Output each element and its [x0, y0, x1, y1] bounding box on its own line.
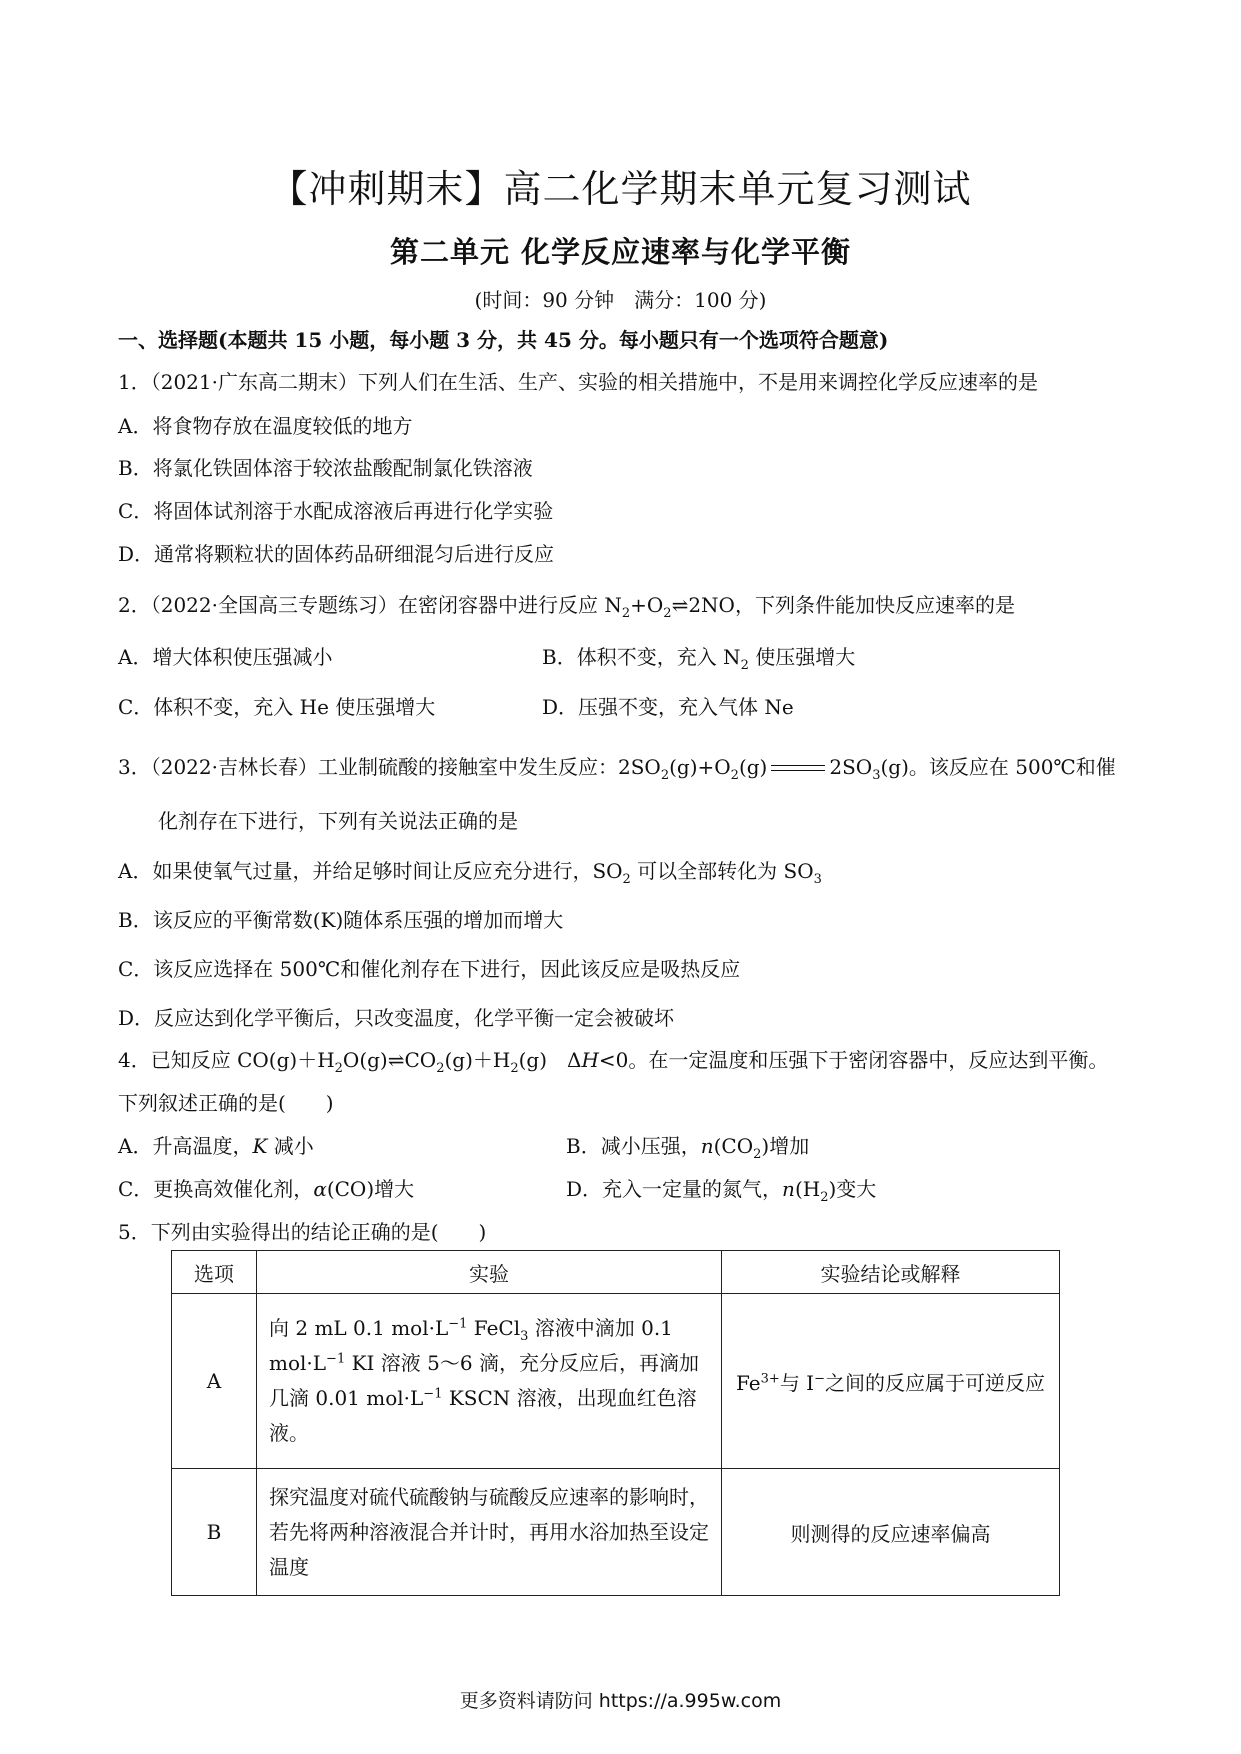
- table-header-row: [172, 1251, 1060, 1294]
- q3-stem-continued: 化剂存在下进行，下列有关说法正确的是: [158, 809, 518, 833]
- row-a-experiment: 向 2 mL 0.1 $mol\cdot L^{-1}$ FeCl$_3$ 溶液中滴加 0.1 $mol\cdot L^{-1}$ KI 溶液 5～6 滴，充分反应后，再滴加几滴 0.01 $mol\cdot L^{-1}$ KSCN 溶液，出现血红色溶液。: [257, 1294, 722, 1469]
- table-row: [172, 1469, 1060, 1596]
- q3-option-d: D．反应达到化学平衡后，只改变温度，化学平衡一定会被破坏: [118, 1006, 675, 1030]
- q4-stem-continued: 下列叙述正确的是( ): [118, 1091, 334, 1115]
- table-header-option: 选项: [172, 1251, 257, 1294]
- row-b-experiment: 探究温度对硫代硫酸钠与硫酸反应速率的影响时，若先将两种溶液混合并计时，再用水浴加热至设定温度: [257, 1469, 722, 1596]
- time-info: (时间：90 分钟 满分：100 分): [474, 288, 767, 312]
- row-a-option: A: [172, 1294, 257, 1469]
- q1-option-d: D．通常将颗粒状的固体药品研细混匀后进行反应: [118, 542, 555, 566]
- q4-option-d: D．充入一定量的氮气，$n(H_2)$变大: [566, 1177, 877, 1205]
- q4-stem: 4．已知反应 $CO(g)+H_2O(g)\rightleftharpoons CO_2(g)+H_2(g)$ ΔH<0。在一定温度和压强下于密闭容器中，反应达到平衡。: [118, 1048, 1109, 1076]
- q4-option-a: A．升高温度，K 减小: [118, 1134, 314, 1158]
- reversible-arrow-icon: [771, 763, 825, 775]
- footer-link[interactable]: 更多资料请防问 https://a.995w.com: [459, 1690, 782, 1712]
- table-row: [172, 1294, 1060, 1469]
- q3-option-a: A．如果使氧气过量，并给足够时间让反应充分进行，$SO_2$ 可以全部转化为 $SO_3$: [118, 859, 822, 887]
- q3-option-c: C．该反应选择在 500℃和催化剂存在下进行，因此该反应是吸热反应: [118, 957, 741, 981]
- q1-option-b: B．将氯化铁固体溶于较浓盐酸配制氯化铁溶液: [118, 456, 533, 480]
- experiment-table: [171, 1250, 1060, 1596]
- q3-option-b: B．该反应的平衡常数(K)随体系压强的增加而增大: [118, 908, 564, 932]
- row-b-conclusion: 则测得的反应速率偏高: [722, 1469, 1060, 1596]
- q1-option-a: A．将食物存放在温度较低的地方: [118, 414, 413, 438]
- q1-option-c: C．将固体试剂溶于水配成溶液后再进行化学实验: [118, 499, 554, 523]
- q3-stem: 3．（2022·吉林长春）工业制硫酸的接触室中发生反应：$2SO_2(g)+O_2(g)$ $2SO_3(g)$。该反应在 500℃和催: [118, 755, 1116, 783]
- q2-option-a: A．增大体积使压强减小: [118, 645, 333, 669]
- q2-stem: 2．（2022·全国高三专题练习）在密闭容器中进行反应 $N_2+O_2\rightleftharpoons 2NO$，下列条件能加快反应速率的是: [118, 593, 1015, 621]
- page-title: 【冲刺期末】高二化学期末单元复习测试: [269, 167, 972, 211]
- table-header-experiment: 实验: [257, 1251, 722, 1294]
- q2-option-d: D．压强不变，充入气体 Ne: [542, 695, 794, 719]
- q1-stem: 1．（2021·广东高二期末）下列人们在生活、生产、实验的相关措施中，不是用来调控化学反应速率的是: [118, 370, 1038, 394]
- row-b-option: B: [172, 1469, 257, 1596]
- unit-subtitle: 第二单元 化学反应速率与化学平衡: [389, 235, 852, 269]
- q2-option-c: C．体积不变，充入 He 使压强增大: [118, 695, 436, 719]
- table-header-conclusion: 实验结论或解释: [722, 1251, 1060, 1294]
- q2-option-b: B．体积不变，充入 $N_2$ 使压强增大: [542, 645, 856, 673]
- q4-option-b: B．减小压强，$n(CO_2)$增加: [566, 1134, 810, 1162]
- q4-option-c: C．更换高效催化剂，α(CO)增大: [118, 1177, 415, 1201]
- q5-stem: 5．下列由实验得出的结论正确的是( ): [118, 1220, 487, 1244]
- section-heading: 一、选择题(本题共 15 小题，每小题 3 分，共 45 分。每小题只有一个选项符合题意): [118, 328, 889, 352]
- row-a-conclusion: $Fe^{3+}$与 I−之间的反应属于可逆反应: [722, 1294, 1060, 1469]
